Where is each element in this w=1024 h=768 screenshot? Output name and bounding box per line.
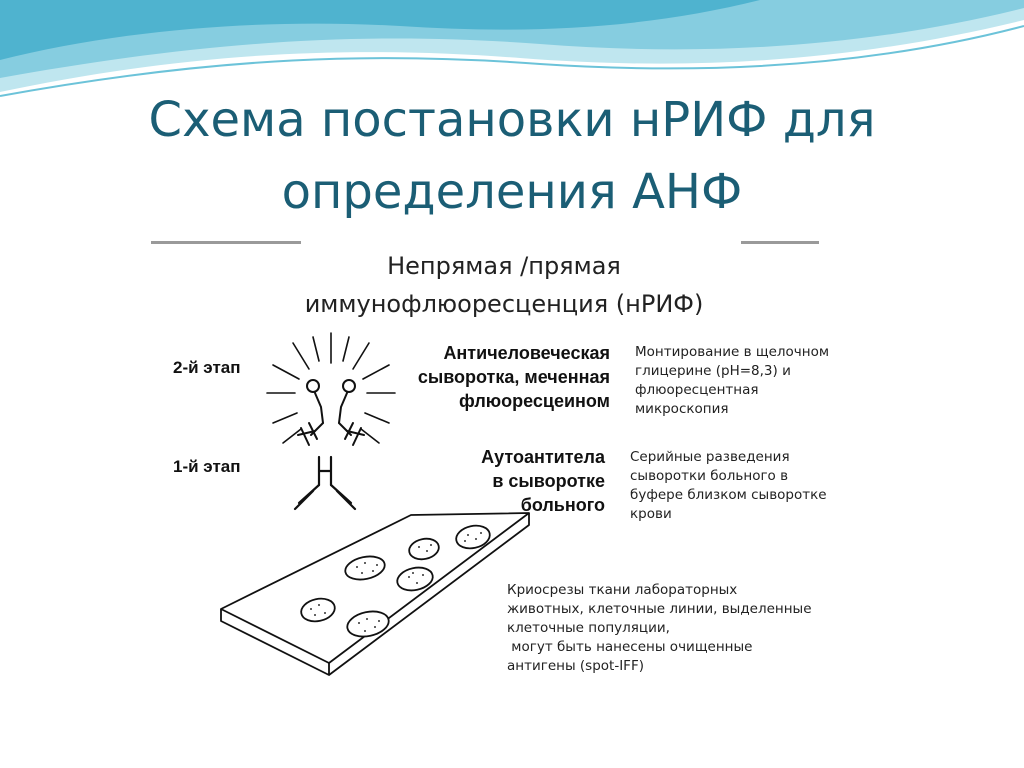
stage1-reagent-line: больного bbox=[520, 495, 605, 515]
stage1-note-line: крови bbox=[630, 506, 672, 522]
slide-title-line2: определения АНФ bbox=[281, 164, 743, 220]
slide-title-line1: Схема постановки нРИФ для bbox=[148, 92, 876, 148]
stage1-reagent-line: Аутоантитела bbox=[481, 447, 605, 467]
stage1-reagent-line: в сыворотке bbox=[492, 471, 605, 491]
fluorescence-rays bbox=[267, 333, 395, 443]
stage2-reagent-line: сыворотка, меченная bbox=[417, 367, 610, 387]
tissue-spot-icon bbox=[299, 596, 337, 625]
slide-title bbox=[0, 84, 1024, 228]
slide-note bbox=[507, 581, 812, 676]
antibody-icon bbox=[295, 457, 355, 509]
stage2-reagent-line: флюоресцеином bbox=[459, 391, 610, 411]
stage1-reagent bbox=[481, 445, 605, 517]
slide-note-line: животных, клеточные линии, выделенные bbox=[507, 601, 812, 617]
stage2-note-line: Монтирование в щелочном bbox=[635, 344, 830, 360]
stage2-note-line: микроскопия bbox=[635, 401, 729, 417]
stage1-note-line: Серийные разведения bbox=[630, 449, 790, 465]
stage2-reagent-line: Античеловеческая bbox=[443, 343, 610, 363]
tissue-spot-icon bbox=[454, 523, 492, 552]
stage2-reagent bbox=[418, 341, 610, 413]
tissue-spots bbox=[299, 523, 492, 640]
scheme-image bbox=[143, 247, 865, 737]
stage2-note-line: флюоресцентная bbox=[635, 382, 759, 398]
stage1-note-line: сыворотки больного в bbox=[630, 468, 789, 484]
tissue-spot-icon bbox=[345, 608, 391, 640]
tissue-spot-icon bbox=[343, 553, 387, 583]
stage2-note-line: глицерине (pH=8,3) и bbox=[635, 363, 791, 379]
slide-note-line: Криосрезы ткани лабораторных bbox=[507, 582, 738, 598]
stage2-label: 2-й этап bbox=[173, 358, 241, 377]
stage2-note bbox=[635, 343, 829, 419]
scheme-heading bbox=[143, 247, 865, 323]
tissue-speckles bbox=[310, 532, 482, 632]
fluorescent-antibody-icon bbox=[267, 333, 395, 445]
slide-note-line: антигены (spot-IFF) bbox=[507, 658, 644, 674]
scheme-heading-line1: Непрямая /прямая bbox=[387, 252, 621, 280]
tissue-spot-icon bbox=[407, 536, 441, 562]
slide-note-line: могут быть нанесены очищенные bbox=[507, 639, 753, 655]
stage1-label: 1-й этап bbox=[173, 457, 241, 476]
scheme-heading-line2: иммунофлюоресценция (нРИФ) bbox=[304, 290, 704, 318]
slide-note-line: клеточные популяции, bbox=[507, 620, 670, 636]
stage1-note bbox=[630, 448, 827, 524]
stage1-note-line: буфере близком сыворотке bbox=[630, 487, 827, 503]
